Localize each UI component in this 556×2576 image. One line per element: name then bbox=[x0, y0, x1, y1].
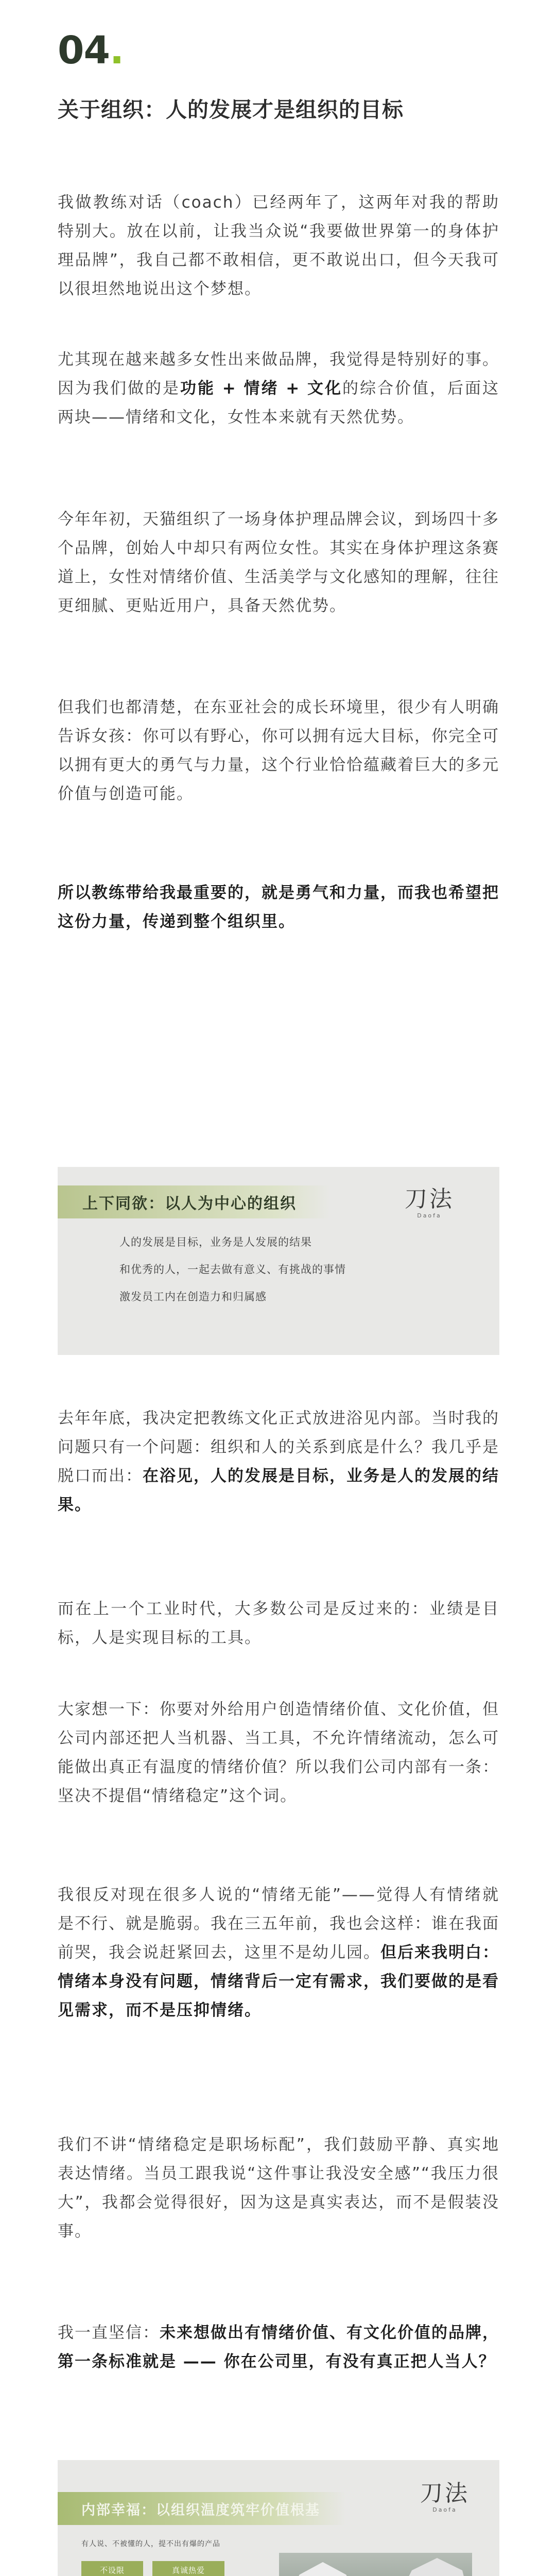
paragraph-4: 但我们也都清楚，在东亚社会的成长环境里，很少有人明确告诉女孩：你可以有野心，你可以拥有远大目标，你完全可以拥有更大的勇气与力量，这个行业恰恰蕴藏着巨大的多元价值与创造可能。 bbox=[58, 698, 499, 803]
figure2-subtitle: 有人说、不被懂的人，提不出有爆的产品 bbox=[81, 2540, 220, 2548]
figure1-line-1: 人的发展是目标，业务是人发展的结果 bbox=[119, 1236, 312, 1248]
section-number: 04. bbox=[58, 28, 124, 73]
paragraph-8: 大家想一下：你要对外给用户创造情绪价值、文化价值，但公司内部还把人当机器、当工具，不允许情绪流动，怎么可能做出真正有温度的情绪价值？所以我们公司内部有一条：坚决不提倡“情绪稳定”这个词。 bbox=[58, 1700, 499, 1805]
paragraph-3: 今年年初，天猫组织了一场身体护理品牌会议，到场四十多个品牌，创始人中却只有两位女性。其实在身体护理这条赛道上，女性对情绪价值、生活美学与文化感知的理解，往往更细腻、更贴近用户，具备天然优势。 bbox=[58, 510, 499, 615]
emphasis-function-emotion-culture: 功能 + 情绪 + 文化 bbox=[180, 379, 343, 398]
figure1-title-bar bbox=[58, 1185, 331, 1218]
tag-sincere-love: 真诚热爱 bbox=[152, 2561, 224, 2576]
paragraph-9: 我很反对现在很多人说的“情绪无能”——觉得人有情绪就是不行、就是脆弱。我在三五年前，我也会这样：谁在我面前哭，我会说赶紧回去，这里不是幼儿园。但后来我明白：情绪本身没有问题，情绪背后一定有需求，我们要做的是看见需求，而不是压抑情绪。 bbox=[58, 1886, 499, 2020]
paragraph-7: 而在上一个工业时代，大多数公司是反过来的：业绩是目标，人是实现目标的工具。 bbox=[58, 1600, 499, 1647]
section-title: 关于组织：人的发展才是组织的目标 bbox=[58, 97, 404, 122]
figure2-title-bar bbox=[58, 2492, 346, 2525]
paragraph-1: 我做教练对话（coach）已经两年了，这两年对我的帮助特别大。放在以前，让我当众说“我要做世界第一的身体护理品牌”，我自己都不敢相信，更不敢说出口，但今天我可以很坦然地说出这个梦想。 bbox=[58, 193, 499, 298]
paragraph-6: 去年年底，我决定把教练文化正式放进浴见内部。当时我的问题只有一个问题：组织和人的关系到底是什么？我几乎是脱口而出：在浴见，人的发展是目标，业务是人的发展的结果。 bbox=[58, 1409, 499, 1514]
figure-people-centered-organization bbox=[58, 1167, 499, 1355]
figure2-title: 内部幸福：以组织温度筑牢价值根基 bbox=[81, 2502, 320, 2518]
paragraph-5: 所以教练带给我最重要的，就是勇气和力量，而我也希望把这份力量，传递到整个组织里。 bbox=[58, 884, 499, 931]
figure1-lines bbox=[119, 1229, 346, 1311]
figure1-line-2: 和优秀的人，一起去做有意义、有挑战的事情 bbox=[119, 1263, 346, 1276]
tag-no-limits: 不设限 bbox=[81, 2561, 143, 2576]
daofa-logo: 刀法 Daofa bbox=[405, 1186, 454, 1219]
figure1-title: 上下同欲：以人为中心的组织 bbox=[82, 1195, 297, 1213]
figure1-line-3: 激发员工内在创造力和归属感 bbox=[119, 1291, 267, 1303]
paragraph-2: 尤其现在越来越多女性出来做品牌，我觉得是特别好的事。因为我们做的是功能 + 情绪 + 文化的综合价值，后面这两块——情绪和文化，女性本来就有天然优势。 bbox=[58, 350, 500, 427]
section-number-dot: . bbox=[109, 28, 124, 73]
daofa-logo-2: 刀法 Daofa bbox=[420, 2480, 470, 2513]
team-photo bbox=[279, 2553, 472, 2576]
paragraph-11: 我一直坚信：未来想做出有情绪价值、有文化价值的品牌，第一条标准就是 —— 你在公司里，有没有真正把人当人？ bbox=[58, 2324, 499, 2371]
paragraph-10: 我们不讲“情绪稳定是职场标配”，我们鼓励平静、真实地表达情绪。当员工跟我说“这件事让我没安全感”“我压力很大”，我都会觉得很好，因为这是真实表达，而不是假装没事。 bbox=[58, 2136, 499, 2241]
figure-inner-happiness bbox=[58, 2460, 499, 2576]
